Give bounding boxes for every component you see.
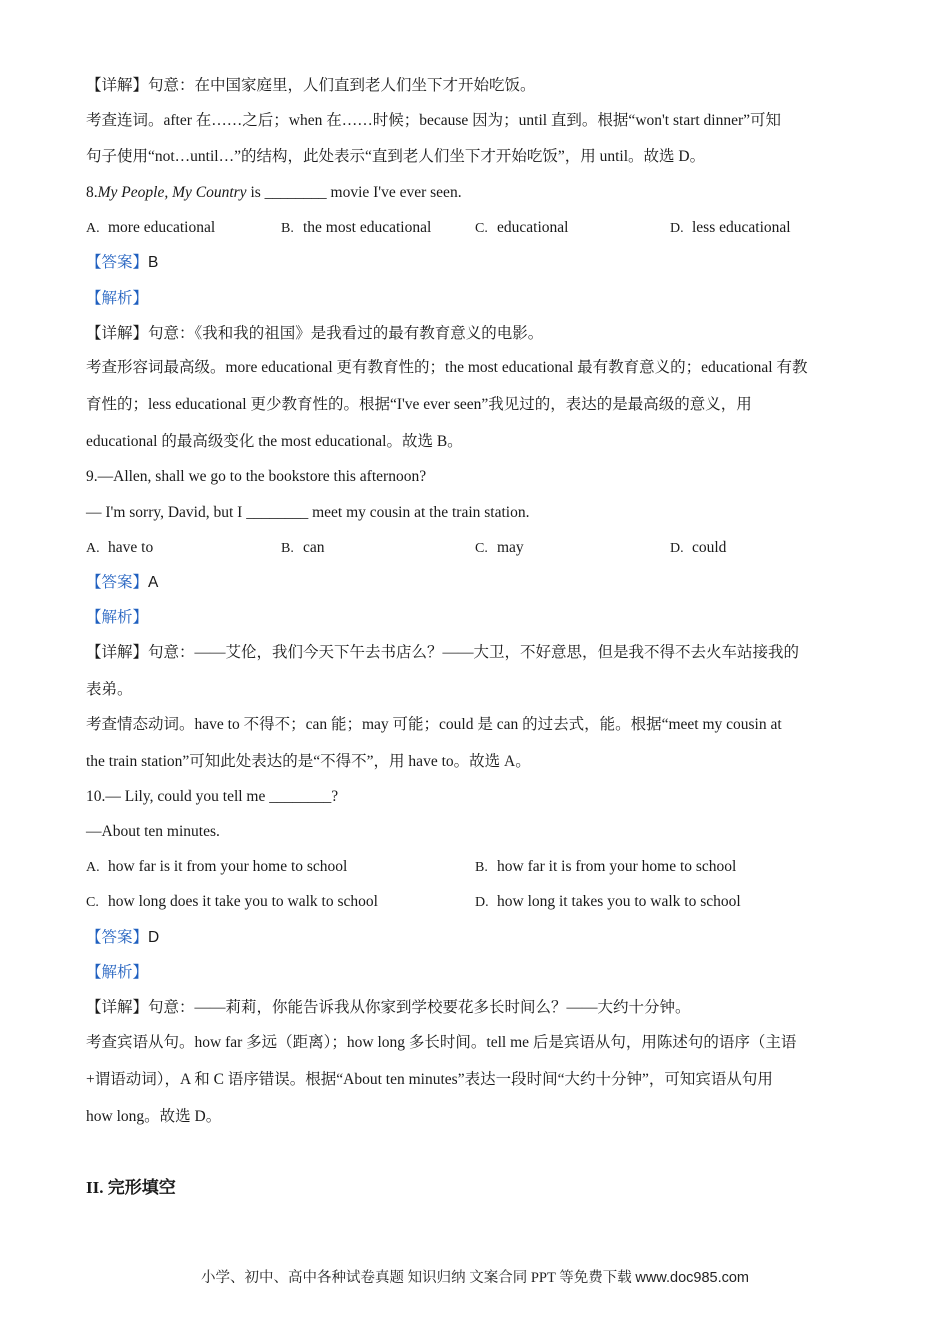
footer-text: 小学、初中、高中各种试卷真题 知识归纳 文案合同 PPT 等免费下载 bbox=[201, 1270, 636, 1286]
q9-explanation-line1: 考查情态动词。have to 不得不；can 能；may 可能；could 是 can 的过去式，能。根据“meet my cousin at bbox=[86, 716, 782, 733]
q7-explanation-line2: 句子使用“not…until…”的结构，此处表示“直到老人们坐下才开始吃饭”，用 until。故选 D。 bbox=[86, 148, 706, 165]
q8-option-c: C. educational bbox=[475, 219, 569, 236]
q8-explanation-line2: 育性的；less educational 更少教育性的。根据“I've ever seen”我见过的，表达的是最高级的意义，用 bbox=[86, 396, 752, 413]
q9-option-b: B. can bbox=[281, 539, 325, 556]
q10-option-a: A. how far is it from your home to school bbox=[86, 858, 348, 875]
q10-explanation-line1: 考查宾语从句。how far 多远（距离）；how long 多长时间。tell me 后是宾语从句，用陈述句的语序（主语 bbox=[86, 1034, 797, 1051]
q8-analysis-label: 【解析】 bbox=[86, 290, 149, 307]
q10-stem-line2: —About ten minutes. bbox=[86, 823, 220, 840]
q9-stem-line2: — I'm sorry, David, but I ________ meet my cousin at the train station. bbox=[86, 504, 530, 521]
q7-explanation-line1: 考查连词。after 在……之后；when 在……时候；because 因为；until 直到。根据“won't start dinner”可知 bbox=[86, 112, 782, 129]
q10-option-d: D. how long it takes you to walk to school bbox=[475, 893, 741, 910]
q8-answer: 【答案】B bbox=[86, 254, 159, 271]
q9-option-a: A. have to bbox=[86, 539, 154, 556]
q9-stem-line1: 9.—Allen, shall we go to the bookstore this afternoon? bbox=[86, 468, 427, 485]
q10-answer: 【答案】D bbox=[86, 929, 160, 946]
q8-detail: 【详解】句意：《我和我的祖国》是我看过的最有教育意义的电影。 bbox=[86, 325, 544, 342]
q10-explanation-line3: how long。故选 D。 bbox=[86, 1108, 222, 1125]
q10-stem-line1: 10.— Lily, could you tell me ________? bbox=[86, 788, 339, 805]
q10-option-b: B. how far it is from your home to school bbox=[475, 858, 737, 875]
q10-detail: 【详解】句意：——莉莉，你能告诉我从你家到学校要花多长时间么？——大约十分钟。 bbox=[86, 999, 691, 1016]
q8-option-d: D. less educational bbox=[670, 219, 791, 236]
q8-explanation-line3: educational 的最高级变化 the most educational。故选 B。 bbox=[86, 433, 463, 450]
q9-explanation-line2: the train station”可知此处表达的是“不得不”，用 have to。故选 A。 bbox=[86, 753, 531, 770]
q9-answer: 【答案】A bbox=[86, 574, 159, 591]
q9-detail-line1: 【详解】句意：——艾伦，我们今天下午去书店么？——大卫，不好意思，但是我不得不去火车站接我的 bbox=[86, 644, 800, 661]
q8-stem bbox=[86, 183, 462, 203]
q8-movie-title: My People, My Country bbox=[97, 184, 247, 201]
q7-detail: 【详解】句意：在中国家庭里，人们直到老人们坐下才开始吃饭。 bbox=[86, 77, 536, 94]
page-footer bbox=[0, 1268, 950, 1288]
footer-url[interactable]: www.doc985.com bbox=[635, 1270, 749, 1286]
q8-explanation-line1: 考查形容词最高级。more educational 更有教育性的；the most educational 最有教育意义的；educational 有教 bbox=[86, 359, 808, 376]
q10-explanation-line2: +谓语动词），A 和 C 语序错误。根据“About ten minutes”表达一段时间“大约十分钟”，可知宾语从句用 bbox=[86, 1071, 773, 1088]
q8-option-a: A. more educational bbox=[86, 219, 216, 236]
q10-option-c: C. how long does it take you to walk to school bbox=[86, 893, 378, 910]
q9-analysis-label: 【解析】 bbox=[86, 609, 149, 626]
q9-option-c: C. may bbox=[475, 539, 524, 556]
q8-stem-text: is ________ movie I've ever seen. bbox=[246, 184, 462, 201]
q10-analysis-label: 【解析】 bbox=[86, 964, 149, 981]
q8-number: 8. bbox=[86, 184, 98, 201]
q9-detail-line2: 表弟。 bbox=[86, 681, 133, 698]
q9-option-d: D. could bbox=[670, 539, 727, 556]
q8-option-b: B. the most educational bbox=[281, 219, 432, 236]
section-title-cloze: II. 完形填空 bbox=[86, 1178, 176, 1197]
